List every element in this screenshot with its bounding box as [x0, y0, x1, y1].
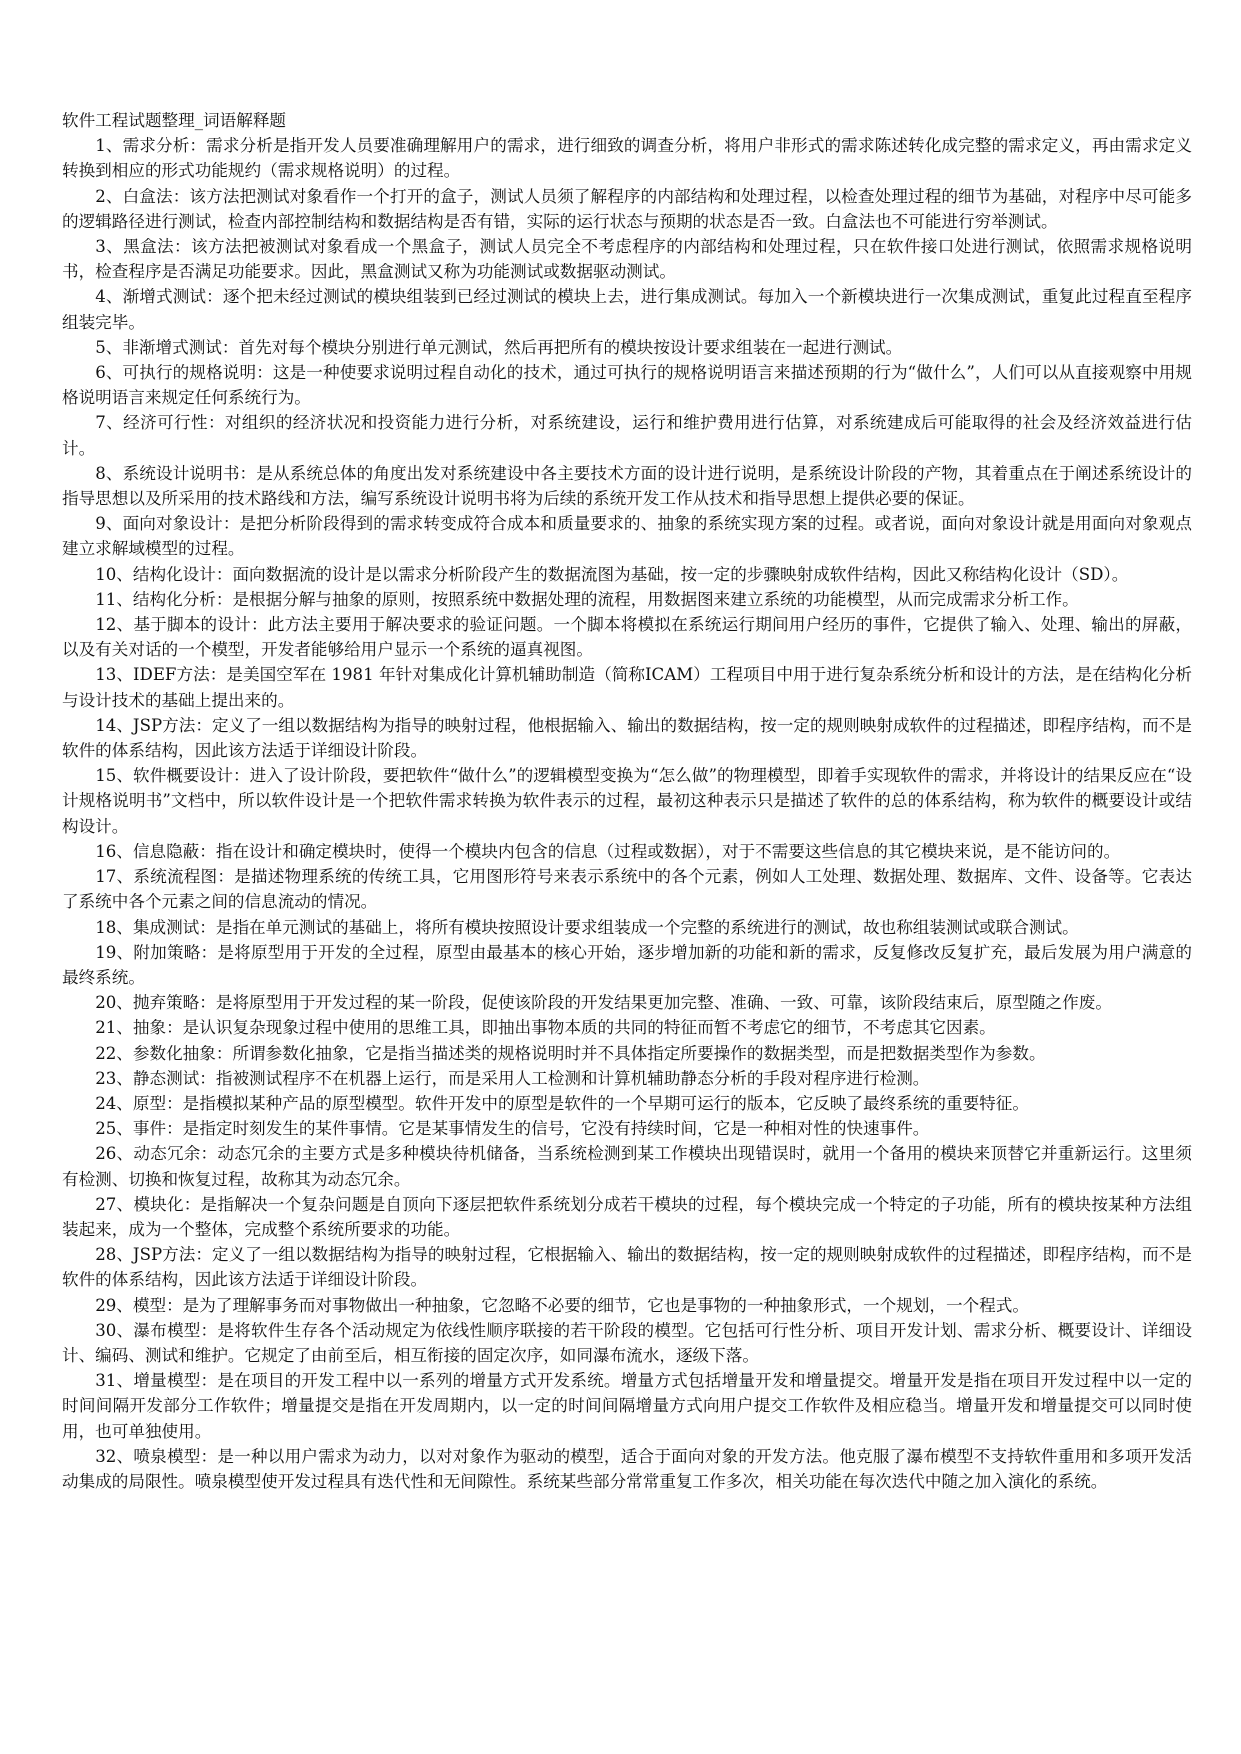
entry-12: 12、基于脚本的设计：此方法主要用于解决要求的验证问题。一个脚本将模拟在系统运行期间用户经历的事件，它提供了输入、处理、输出的屏蔽，以及有关对话的一个模型，开发者能够给用户显示一个系统的逼真视图。: [62, 615, 1192, 660]
entry-29: 29、模型：是为了理解事务而对事物做出一种抽象，它忽略不必要的细节，它也是事物的一种抽象形式，一个规划，一个程式。: [95, 1295, 1029, 1315]
entry-15: 15、软件概要设计：进入了设计阶段，要把软件“做什么”的逻辑模型变换为“怎么做”的物理模型，即着手实现软件的需求，并将设计的结果反应在“设计规格说明书”文档中，所以软件设计是一个把软件需求转换为软件表示的过程，最初这种表示只是描述了软件的总的体系结构，称为软件的概要设计或结构设计。: [62, 766, 1192, 836]
entry-28: 28、JSP方法：定义了一组以数据结构为指导的映射过程，它根据输入、输出的数据结构，按一定的规则映射成软件的过程描述，即程序结构，而不是软件的体系结构，因此该方法适于详细设计阶段。: [62, 1245, 1192, 1290]
entry-16: 16、信息隐蔽：指在设计和确定模块时，使得一个模块内包含的信息（过程或数据），对于不需要这些信息的其它模块来说，是不能访问的。: [95, 841, 1121, 861]
entry-17: 17、系统流程图：是描述物理系统的传统工具，它用图形符号来表示系统中的各个元素，例如人工处理、数据处理、数据库、文件、设备等。它表达了系统中各个元素之间的信息流动的情况。: [62, 867, 1192, 912]
document-title: 软件工程试题整理_词语解释题: [62, 111, 287, 130]
entry-3: 3、黑盒法：该方法把被测试对象看成一个黑盒子，测试人员完全不考虑程序的内部结构和处理过程，只在软件接口处进行测试，依照需求规格说明书，检查程序是否满足功能要求。因此，黑盒测试又称为功能测试或数据驱动测试。: [62, 237, 1192, 282]
entry-1: 1、需求分析：需求分析是指开发人员要准确理解用户的需求，进行细致的调查分析，将用户非形式的需求陈述转化成完整的需求定义，再由需求定义转换到相应的形式功能规约（需求规格说明）的过程。: [62, 136, 1192, 181]
entry-13: 13、IDEF方法：是美国空军在 1981 年针对集成化计算机辅助制造（简称ICAM）工程项目中用于进行复杂系统分析和设计的方法，是在结构化分析与设计技术的基础上提出来的。: [62, 665, 1192, 710]
entry-11: 11、结构化分析：是根据分解与抽象的原则，按照系统中数据处理的流程，用数据图来建立系统的功能模型，从而完成需求分析工作。: [95, 589, 1079, 609]
entry-7: 7、经济可行性：对组织的经济状况和投资能力进行分析，对系统建设，运行和维护费用进行估算，对系统建成后可能取得的社会及经济效益进行估计。: [62, 413, 1192, 458]
entry-8: 8、系统设计说明书：是从系统总体的角度出发对系统建设中各主要技术方面的设计进行说明，是系统设计阶段的产物，其着重点在于阐述系统设计的指导思想以及所采用的技术路线和方法，编写系统设计说明书将为后续的系统开发工作从技术和指导思想上提供必要的保证。: [62, 463, 1192, 509]
entry-30: 30、瀑布模型：是将软件生存各个活动规定为依线性顺序联接的若干阶段的模型。它包括可行性分析、项目开发计划、需求分析、概要设计、详细设计、编码、测试和维护。它规定了由前至后，相互衔接的固定次序，如同瀑布流水，逐级下落。: [62, 1320, 1192, 1365]
document-page: [62, 108, 1192, 1494]
entry-2: 2、白盒法：该方法把测试对象看作一个打开的盒子，测试人员须了解程序的内部结构和处理过程，以检查处理过程的细节为基础，对程序中尽可能多的逻辑路径进行测试，检查内部控制结构和数据结构是否有错，实际的运行状态与预期的状态是否一致。白盒法也不可能进行穷举测试。: [62, 186, 1192, 231]
entry-32: 32、喷泉模型：是一种以用户需求为动力，以对对象作为驱动的模型，适合于面向对象的开发方法。他克服了瀑布模型不支持软件重用和多项开发活动集成的局限性。喷泉模型使开发过程具有迭代性和无间隙性。系统某些部分常常重复工作多次，相关功能在每次迭代中随之加入演化的系统。: [62, 1446, 1192, 1491]
entry-25: 25、事件：是指定时刻发生的某件事情。它是某事情发生的信号，它没有持续时间，它是一种相对性的快速事件。: [95, 1119, 930, 1139]
entry-31: 31、增量模型：是在项目的开发工程中以一系列的增量方式开发系统。增量方式包括增量开发和增量提交。增量开发是指在项目开发过程中以一定的时间间隔开发部分工作软件；增量提交是指在开发周期内，以一定的时间间隔增量方式向用户提交工作软件及相应稳当。增量开发和增量提交可以同时使用，也可单独使用。: [62, 1371, 1192, 1441]
entry-24: 24、原型：是指模拟某种产品的原型模型。软件开发中的原型是软件的一个早期可运行的版本，它反映了最终系统的重要特征。: [95, 1093, 1029, 1113]
entry-4: 4、渐增式测试：逐个把未经过测试的模块组装到已经过测试的模块上去，进行集成测试。每加入一个新模块进行一次集成测试，重复此过程直至程序组装完毕。: [62, 287, 1192, 332]
entry-22: 22、参数化抽象：所谓参数化抽象，它是指当描述类的规格说明时并不具体指定所要操作的数据类型，而是把数据类型作为参数。: [95, 1043, 1046, 1063]
entry-27: 27、模块化：是指解决一个复杂问题是自顶向下逐层把软件系统划分成若干模块的过程，每个模块完成一个特定的子功能，所有的模块按某种方法组装起来，成为一个整体，完成整个系统所要求的功能。: [62, 1194, 1192, 1239]
entry-14: 14、JSP方法：定义了一组以数据结构为指导的映射过程，他根据输入、输出的数据结构，按一定的规则映射成软件的过程描述，即程序结构，而不是软件的体系结构，因此该方法适于详细设计阶段。: [62, 715, 1192, 761]
entry-18: 18、集成测试：是指在单元测试的基础上，将所有模块按照设计要求组装成一个完整的系统进行的测试，故也称组装测试或联合测试。: [95, 917, 1079, 937]
entry-23: 23、静态测试：指被测试程序不在机器上运行，而是采用人工检测和计算机辅助静态分析的手段对程序进行检测。: [95, 1068, 930, 1088]
entry-10: 10、结构化设计：面向数据流的设计是以需求分析阶段产生的数据流图为基础，按一定的步骤映射成软件结构，因此又称结构化设计（SD）。: [95, 564, 1129, 584]
entry-21: 21、抽象：是认识复杂现象过程中使用的思维工具，即抽出事物本质的共同的特征而暂不考虑它的细节，不考虑其它因素。: [95, 1018, 996, 1038]
entry-20: 20、抛弃策略：是将原型用于开发过程的某一阶段，促使该阶段的开发结果更加完整、准确、一致、可靠，该阶段结束后，原型随之作废。: [95, 993, 1112, 1013]
entry-5: 5、非渐增式测试：首先对每个模块分别进行单元测试，然后再把所有的模块按设计要求组装在一起进行测试。: [95, 337, 903, 357]
entry-19: 19、附加策略：是将原型用于开发的全过程，原型由最基本的核心开始，逐步增加新的功能和新的需求，反复修改反复扩充，最后发展为用户满意的最终系统。: [62, 942, 1192, 987]
entry-26: 26、动态冗余：动态冗余的主要方式是多种模块待机储备，当系统检测到某工作模块出现错误时，就用一个备用的模块来顶替它并重新运行。这里须有检测、切换和恢复过程，故称其为动态冗余。: [62, 1144, 1192, 1189]
entry-9: 9、面向对象设计：是把分析阶段得到的需求转变成符合成本和质量要求的、抽象的系统实现方案的过程。或者说，面向对象设计就是用面向对象观点建立求解域模型的过程。: [62, 514, 1192, 559]
entry-6: 6、可执行的规格说明：这是一种使要求说明过程自动化的技术，通过可执行的规格说明语言来描述预期的行为“做什么”，人们可以从直接观察中用规格说明语言来规定任何系统行为。: [62, 363, 1192, 408]
